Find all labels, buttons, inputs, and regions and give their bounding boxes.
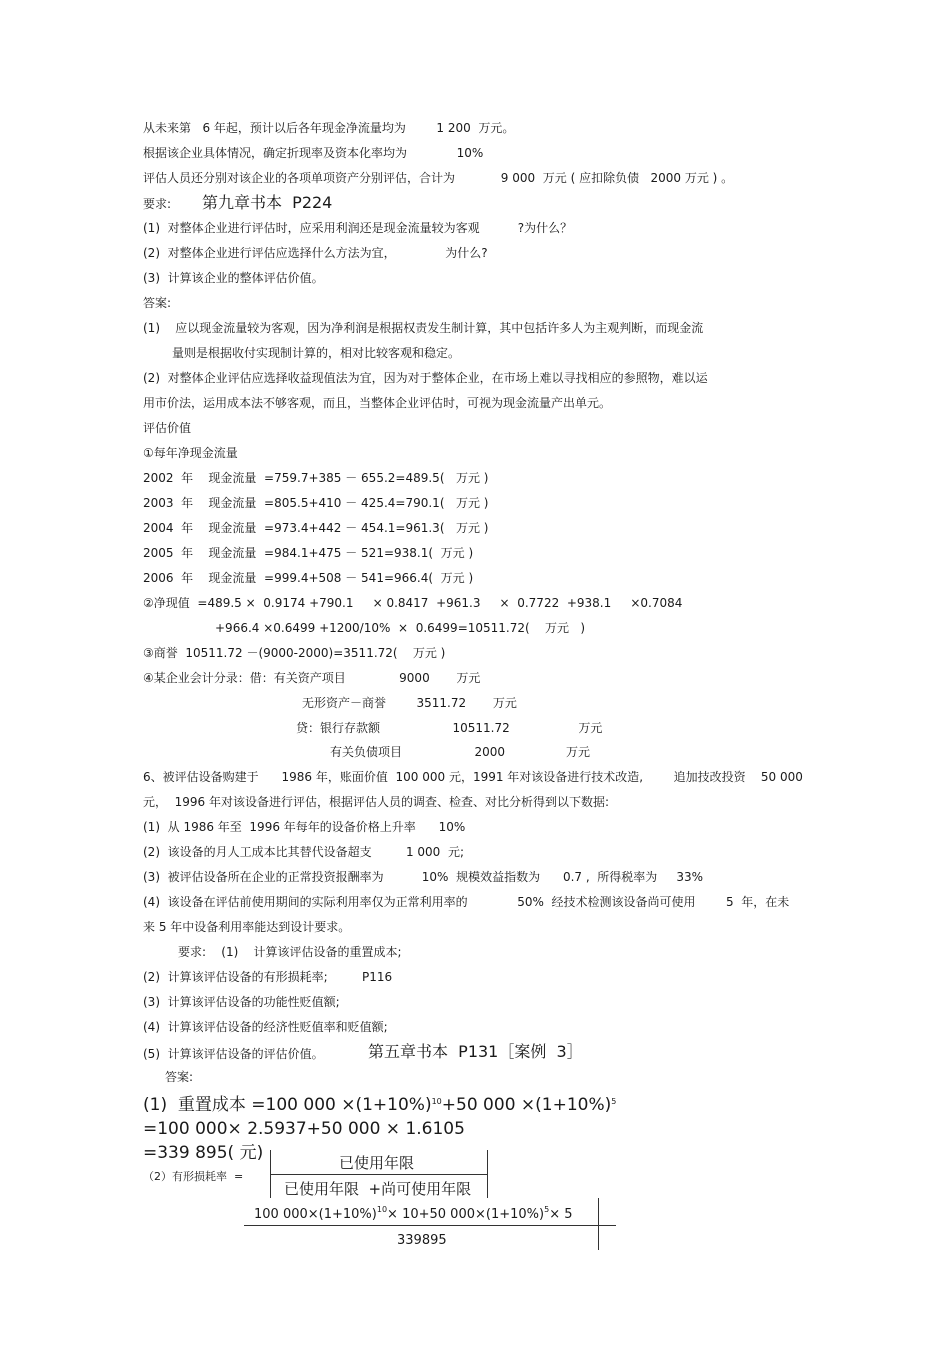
text-line: (1) 应以现金流量较为客观，因为净利润是根据权责发生制计算，其中包括许多人为主观判断，而现金流 (143, 321, 704, 335)
fraction-bar (244, 1225, 616, 1226)
text-line: (1) 从 1986 年至 1996 年每年的设备价格上升率 10% (143, 820, 466, 834)
text-line: (4) 该设备在评估前使用期间的实际利用率仅为正常利用率的 50% 经技术检测该设备尚可使用 5 年，在未 (143, 895, 790, 909)
formula-replacement-cost: (1) 重置成本 =100 $000 \times(1+10\%)^{10}+50$ $000 \times(1+10\%)^5$ (143, 1095, 617, 1115)
fraction-numerator: 已使用年限 (339, 1154, 415, 1172)
text-line: 评估价值 (143, 421, 192, 435)
text-line: (3) 计算该评估设备的功能性贬值额; (143, 995, 340, 1009)
npv-line: ②净现值 =489.5 × 0.9174 +790.1 × 0.8417 +961.3 × 0.7722 +938.1 ×0.7084 (143, 596, 683, 610)
text-line: ①每年净现金流量 (143, 446, 238, 460)
text-line: (3) 计算该企业的整体评估价值。 (143, 271, 324, 285)
journal-entry: 无形资产－商誉 3511.72 万元 (302, 696, 517, 710)
formula-line: =100 000× 2.5937+50 000 × 1.6105 (143, 1119, 465, 1139)
requirement-label: 要求: (143, 197, 172, 211)
text-line: (1) 对整体企业进行评估时，应采用利润还是现金流量较为客观 ?为什么？ (143, 221, 573, 235)
chapter-reference: 第五章书本 P131［案例 3］ (368, 1042, 583, 1061)
text-line: 元， 1996 年对该设备进行评估，根据评估人员的调查、检查、对比分析得到以下数据: (143, 795, 610, 809)
goodwill-line: ③商誉 10511.72 －(9000-2000)=3511.72( 万元 ) (143, 646, 446, 660)
text-line: (2) 该设备的月人工成本比其替代设备超支 1 000 元; (143, 845, 464, 859)
cashflow-line: 2004 年 现金流量 =973.4+442 － 454.1=961.3( 万元 ) (143, 521, 489, 535)
text-line: 用市价法，运用成本法不够客观，而且，当整体企业评估时，可视为现金流量产出单元。 (143, 396, 612, 410)
text-line: (2) 对整体企业评估应选择收益现值法为宜，因为对于整体企业，在市场上难以寻找相应的参照物，难以运 (143, 371, 708, 385)
text-line: (3) 被评估设备所在企业的正常投资报酬率为 10% 规模效益指数为 0.7 , 所得税率为 33% (143, 870, 704, 884)
fraction-bracket (598, 1198, 599, 1250)
answer-label: 答案: (165, 1070, 194, 1084)
text-line: 来 5 年中设备利用率能达到设计要求。 (143, 920, 351, 934)
cashflow-line: 2002 年 现金流量 =759.7+385 － 655.2=489.5( 万元 ) (143, 471, 489, 485)
fraction-numerator: 100 $000\times(1+10\%)^{10}\times 10+50$ $000\times(1+10\%)^5\times 5$ (254, 1205, 573, 1222)
fraction-denominator: 339895 (397, 1233, 447, 1248)
npv-line: +966.4 ×0.6499 +1200/10% × 0.6499=10511.72( 万元 ) (215, 621, 586, 635)
journal-entry: 贷：银行存款额 10511.72 万元 (296, 721, 603, 735)
text-line: (2) 对整体企业进行评估应选择什么方法为宜， 为什么? (143, 246, 488, 260)
journal-entry: ④某企业会计分录：借：有关资产项目 9000 万元 (143, 671, 481, 685)
fraction-denominator: 已使用年限 +尚可使用年限 (284, 1180, 472, 1198)
text-line: 根据该企业具体情况，确定折现率及资本化率均为 10% (143, 146, 484, 160)
text-line: 量则是根据收付实现制计算的，相对比较客观和稳定。 (172, 346, 461, 360)
text-line: 评估人员还分别对该企业的各项单项资产分别评估，合计为 9 000 万元 ( 应扣除负债 2000 万元 ) 。 (143, 171, 734, 185)
cashflow-line: 2005 年 现金流量 =984.1+475 － 521=938.1( 万元 ) (143, 546, 474, 560)
fraction-bracket (487, 1150, 488, 1198)
answer-label: 答案: (143, 296, 172, 310)
text-line: (5) 计算该评估设备的评估价值。 (143, 1047, 324, 1061)
formula-result: =339 895( 元) (143, 1143, 264, 1163)
formula-label: （2）有形损耗率 = (143, 1170, 244, 1183)
text-line: 要求: (1) 计算该评估设备的重置成本; (178, 945, 402, 959)
fraction-bar (271, 1174, 487, 1175)
chapter-reference: 第九章书本 P224 (202, 193, 333, 212)
cashflow-line: 2003 年 现金流量 =805.5+410 － 425.4=790.1( 万元 ) (143, 496, 489, 510)
text-line: 6、被评估设备购建于 1986 年，账面价值 100 000 元，1991 年对该设备进行技术改造, 追加技改投资 50 000 (143, 770, 803, 784)
text-line: (4) 计算该评估设备的经济性贬值率和贬值额; (143, 1020, 388, 1034)
text-line: (2) 计算该评估设备的有形损耗率; P116 (143, 970, 393, 984)
cashflow-line: 2006 年 现金流量 =999.4+508 － 541=966.4( 万元 ) (143, 571, 474, 585)
journal-entry: 有关负债项目 2000 万元 (330, 745, 591, 759)
text-line: 从未来第 6 年起，预计以后各年现金净流量均为 1 200 万元。 (143, 121, 515, 135)
